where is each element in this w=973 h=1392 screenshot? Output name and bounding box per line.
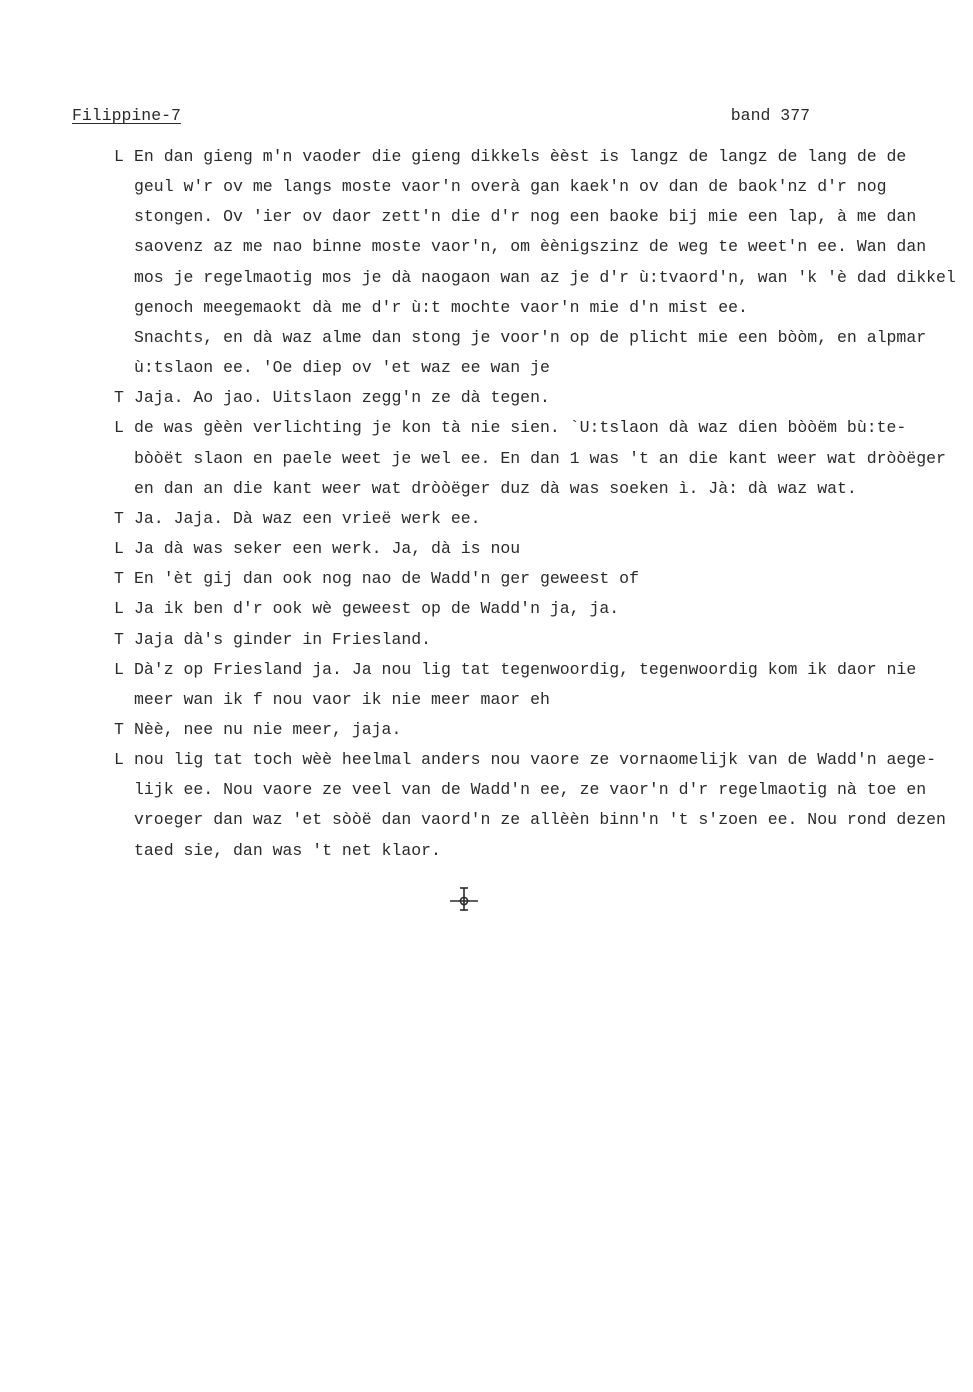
transcript-turn	[114, 625, 970, 655]
speech-text: Ja ik ben d'r ook wè geweest op de Wadd'n ja, ja.	[134, 599, 620, 619]
speech-text: Nèè, nee nu nie meer, jaja.	[134, 719, 402, 739]
transcript-turn	[114, 413, 970, 503]
transcript-turn	[114, 745, 970, 866]
speaker-label: T	[114, 629, 124, 649]
speech-text: nou lig tat toch wèè heelmal anders nou vaore ze vornaomelijk van de Wadd'n aege- lijk ee. Nou vaore ze veel van de Wadd'n ee, ze vaor'n d'r regelmaotig nà toe en vroeger dan waz 'et sòòë dan vaord'n ze allèèn binn'n 't s'zoen ee. Nou rond dezen taed sie, dan was 't net klaor.	[134, 750, 946, 860]
page-header	[72, 106, 810, 130]
transcript-turn	[114, 383, 970, 413]
speaker-label: L	[114, 539, 124, 559]
end-of-text-ornament	[444, 884, 484, 914]
speaker-label: L	[114, 659, 124, 679]
speaker-label: T	[114, 569, 124, 589]
transcript-turn	[114, 534, 970, 564]
speech-text: Ja dà was seker een werk. Ja, dà is nou	[134, 539, 521, 559]
speech-text: En dan gieng m'n vaoder die gieng dikkels èèst is langz de langz de lang de de geul w'r ov me langs moste vaor'n overà gan kaek'n ov dan de baok'nz d'r nog stongen. Ov 'ier ov daor zett'n die d'r nog een baoke bij mie een lap, à me dan saovenz az me nao binne moste vaor'n, om èènigszinz de weg te weet'n ee. Wan dan mos je regelmaotig mos je dà naogaon wan az je d'r ù:tvaord'n, wan 'k 'è dad dikkel genoch meegemaokt dà me d'r ù:t mochte vaor'n mie d'n mist ee. Snachts, en dà waz alme dan stong je voor'n op de plicht mie een bòòm, en alpmar ù:tslaon ee. 'Oe diep ov 'et waz ee wan je	[134, 147, 956, 378]
speaker-label: T	[114, 508, 124, 528]
speech-text: Ja. Jaja. Dà waz een vrieë werk ee.	[134, 508, 481, 528]
band-number: band 377	[730, 106, 810, 125]
transcript-turn	[114, 715, 970, 745]
speech-text: Jaja. Ao jao. Uitslaon zegg'n ze dà tegen.	[134, 388, 550, 408]
speech-text: de was gèèn verlichting je kon tà nie sien. `U:tslaon dà waz dien bòòëm bù:te- bòòët slaon en paele weet je wel ee. En dan 1 was 't an die kant weer wat dròòëger en dan an die kant weer wat dròòëger duz dà was soeken ì. Jà: dà waz wat.	[134, 418, 946, 498]
transcript	[114, 142, 970, 866]
speech-text: Dà'z op Friesland ja. Ja nou lig tat tegenwoordig, tegenwoordig kom ik daor nie meer wan ik f nou vaor ik nie meer maor eh	[134, 659, 917, 709]
speaker-label: T	[114, 719, 124, 739]
document-title: Filippine-7	[72, 106, 181, 125]
transcript-turn	[114, 142, 970, 383]
transcript-turn	[114, 655, 970, 715]
speaker-label: L	[114, 750, 124, 770]
speaker-label: L	[114, 599, 124, 619]
speaker-label: L	[114, 418, 124, 438]
speaker-label: L	[114, 147, 124, 166]
speech-text: Jaja dà's ginder in Friesland.	[134, 629, 432, 649]
transcript-turn	[114, 564, 970, 594]
speech-text: En 'èt gij dan ook nog nao de Wadd'n ger geweest of	[134, 569, 639, 589]
transcript-turn	[114, 594, 970, 624]
transcript-turn	[114, 504, 970, 534]
speaker-label: T	[114, 388, 124, 408]
